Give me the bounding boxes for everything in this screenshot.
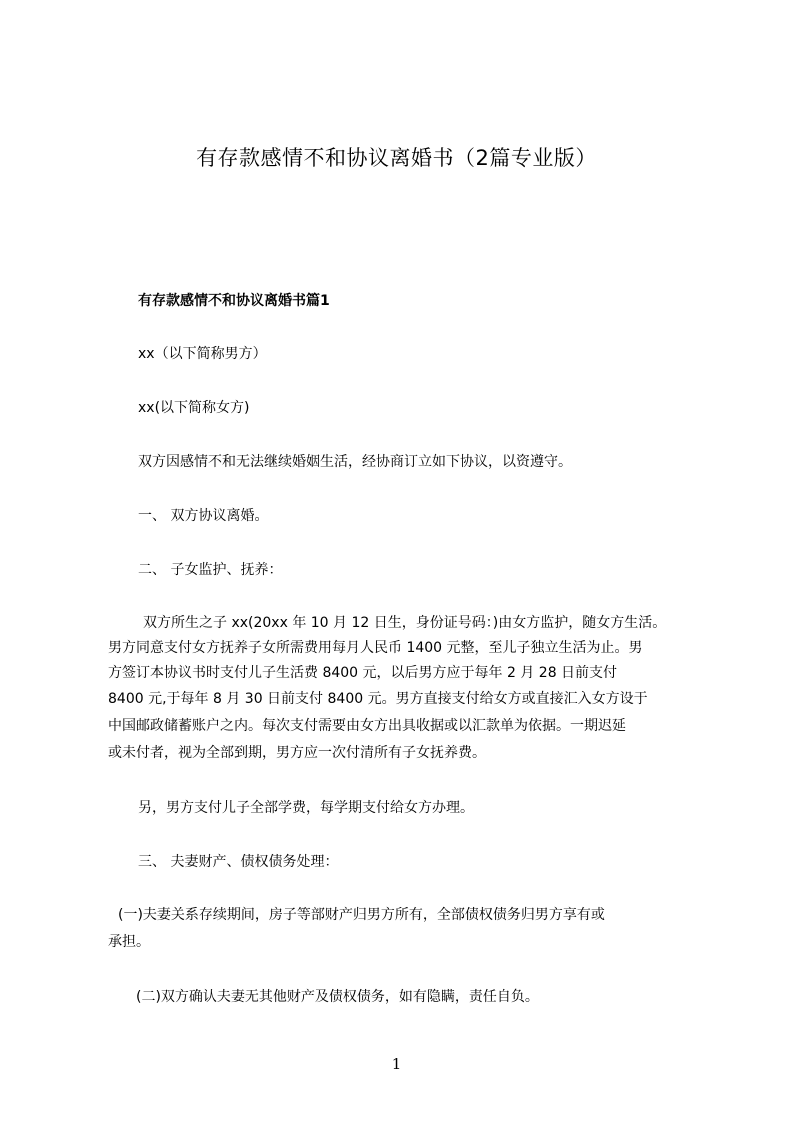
clause-3: 三、 夫妻财产、债权债务处理： bbox=[138, 854, 339, 870]
custody-line-3: 方签订本协议书时支付儿子生活费 8400 元，以后男方应于每年 2 月 28 日前支付 bbox=[108, 665, 618, 681]
page-number: 1 bbox=[391, 1055, 402, 1073]
section-heading: 有存款感情不和协议离婚书篇1 bbox=[138, 293, 330, 309]
custody-line-6: 或未付者，视为全部到期，男方应一次付清所有子女抚养费。 bbox=[108, 745, 486, 761]
custody-line-1: 双方所生之子 xx(20xx 年 10 月 12 日生，身份证号码：)由女方监护，随女方生活。 bbox=[143, 615, 667, 631]
clause-1: 一、 双方协议离婚。 bbox=[138, 508, 269, 524]
custody-line-5: 中国邮政储蓄账户之内。每次支付需要由女方出具收据或以汇款单为依据。一期迟延 bbox=[108, 718, 626, 734]
party-male: xx（以下简称男方） bbox=[138, 346, 267, 362]
party-female: xx(以下简称女方) bbox=[138, 400, 250, 416]
property-line-1: (一)夫妻关系存续期间，房子等部财产归男方所有，全部债权债务归男方享有或 bbox=[118, 907, 605, 923]
clause-2: 二、 子女监护、抚养： bbox=[138, 562, 283, 578]
intro-paragraph: 双方因感情不和无法继续婚姻生活，经协商订立如下协议，以资遵守。 bbox=[138, 454, 572, 470]
custody-line-2: 男方同意支付女方抚养子女所需费用每月人民币 1400 元整，至儿子独立生活为止。男 bbox=[108, 640, 643, 656]
custody-line-4: 8400 元,于每年 8 月 30 日前支付 8400 元。男方直接支付给女方或直接汇入女方设于 bbox=[108, 691, 648, 707]
property-line-2: 承担。 bbox=[108, 934, 150, 950]
tuition-paragraph: 另，男方支付儿子全部学费，每学期支付给女方办理。 bbox=[138, 800, 474, 816]
property-clause-2: (二)双方确认夫妻无其他财产及债权债务，如有隐瞒，责任自负。 bbox=[136, 989, 539, 1005]
document-title: 有存款感情不和协议离婚书（2篇专业版） bbox=[196, 146, 597, 170]
